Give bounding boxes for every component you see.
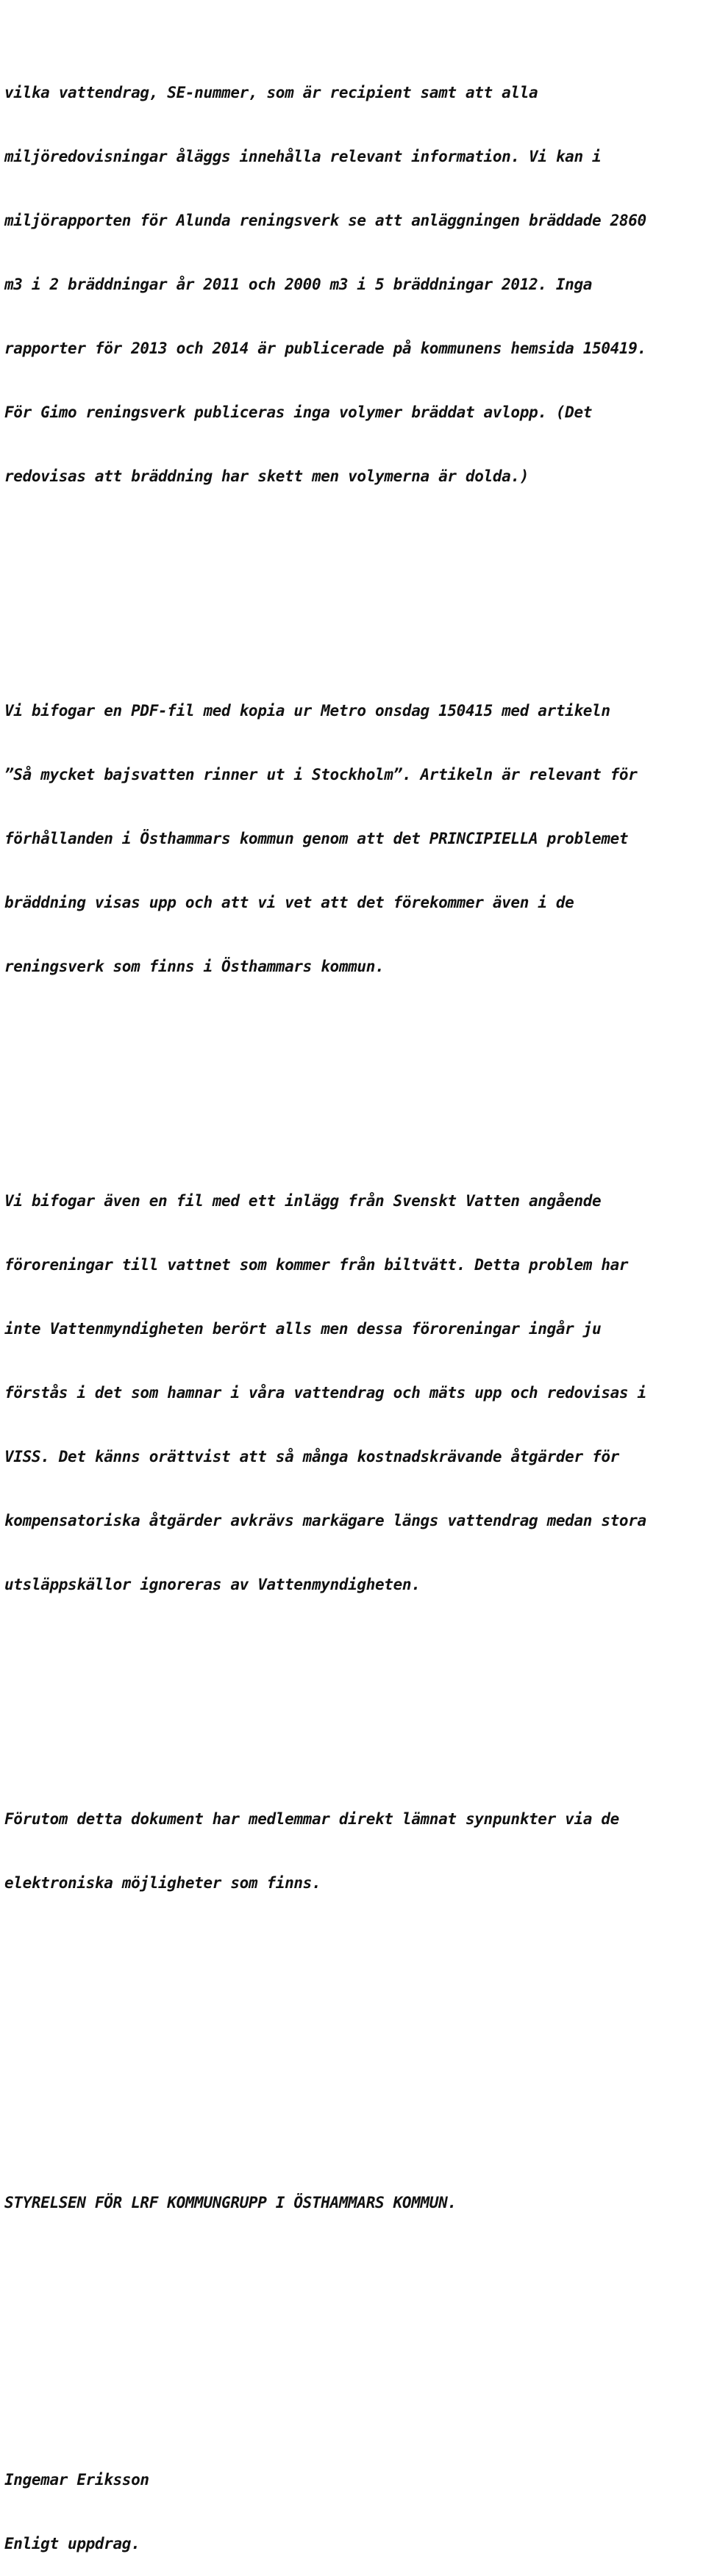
text-line: bräddning visas upp och att vi vet att det förekommer även i de bbox=[4, 894, 574, 911]
document-page bbox=[4, 0, 703, 2576]
text-line: ”Så mycket bajsvatten rinner ut i Stockholm”. Artikeln är relevant för bbox=[4, 766, 638, 783]
text-line: vilka vattendrag, SE-nummer, som är recipient samt att alla bbox=[4, 84, 538, 101]
text-line: m3 i 2 bräddningar år 2011 och 2000 m3 i 5 bräddningar 2012. Inga bbox=[4, 276, 593, 293]
paragraph-recipients bbox=[4, 40, 703, 530]
paragraph-other-submissions bbox=[4, 1766, 703, 1937]
text-line: VISS. Det känns orättvist att så många kostnadskrävande åtgärder för bbox=[4, 1448, 619, 1465]
paragraph-gap bbox=[4, 573, 703, 594]
text-line: förstås i det som hamnar i våra vattendrag och mäts upp och redovisas i bbox=[4, 1384, 646, 1402]
paragraph-gap bbox=[4, 1063, 703, 1084]
paragraph-gap bbox=[4, 2384, 703, 2405]
text-line: förhållanden i Östhammars kommun genom att det PRINCIPIELLA problemet bbox=[4, 830, 629, 847]
text-line: kompensatoriska åtgärder avkrävs markägare längs vattendrag medan stora bbox=[4, 1512, 646, 1529]
signoff-line: STYRELSEN FÖR LRF KOMMUNGRUPP I ÖSTHAMMARS KOMMUN. bbox=[4, 2194, 457, 2211]
text-line: För Gimo reningsverk publiceras inga volymer bräddat avlopp. (Det bbox=[4, 403, 593, 421]
text-line: elektroniska möjligheter som finns. bbox=[4, 1874, 321, 1892]
paragraph-gap bbox=[4, 2320, 703, 2342]
text-line: Vi bifogar en PDF-fil med kopia ur Metro onsdag 150415 med artikeln bbox=[4, 702, 610, 720]
text-line: utsläppskällor ignoreras av Vattenmyndigheten. bbox=[4, 1576, 421, 1593]
text-line: föroreningar till vattnet som kommer från biltvätt. Detta problem har bbox=[4, 1256, 629, 1274]
text-line: Vi bifogar även en fil med ett inlägg från Svenskt Vatten angående bbox=[4, 1192, 602, 1210]
text-line: redovisas att bräddning har skett men volymerna är dolda.) bbox=[4, 467, 529, 485]
signature-name: Ingemar Eriksson bbox=[4, 2471, 149, 2489]
text-line: Förutom detta dokument har medlemmar direkt lämnat synpunkter via de bbox=[4, 1810, 619, 1828]
text-line: inte Vattenmyndigheten berört alls men dessa föroreningar ingår ju bbox=[4, 1320, 602, 1338]
paragraph-gap bbox=[4, 2256, 703, 2278]
text-line: miljöredovisningar åläggs innehålla relevant information. Vi kan i bbox=[4, 148, 602, 165]
paragraph-gap bbox=[4, 2043, 703, 2064]
signature-note: Enligt uppdrag. bbox=[4, 2535, 140, 2552]
paragraph-gap bbox=[4, 1979, 703, 2001]
text-line: rapporter för 2013 och 2014 är publicerade på kommunens hemsida 150419. bbox=[4, 340, 646, 357]
paragraph-svenskt-vatten bbox=[4, 1148, 703, 1638]
text-line: reningsverk som finns i Östhammars kommun. bbox=[4, 958, 385, 975]
text-line: miljörapporten för Alunda reningsverk se att anläggningen bräddade 2860 bbox=[4, 212, 646, 229]
paragraph-gap bbox=[4, 1681, 703, 1702]
paragraph-metro-article bbox=[4, 658, 703, 1020]
paragraph-gap bbox=[4, 2107, 703, 2128]
